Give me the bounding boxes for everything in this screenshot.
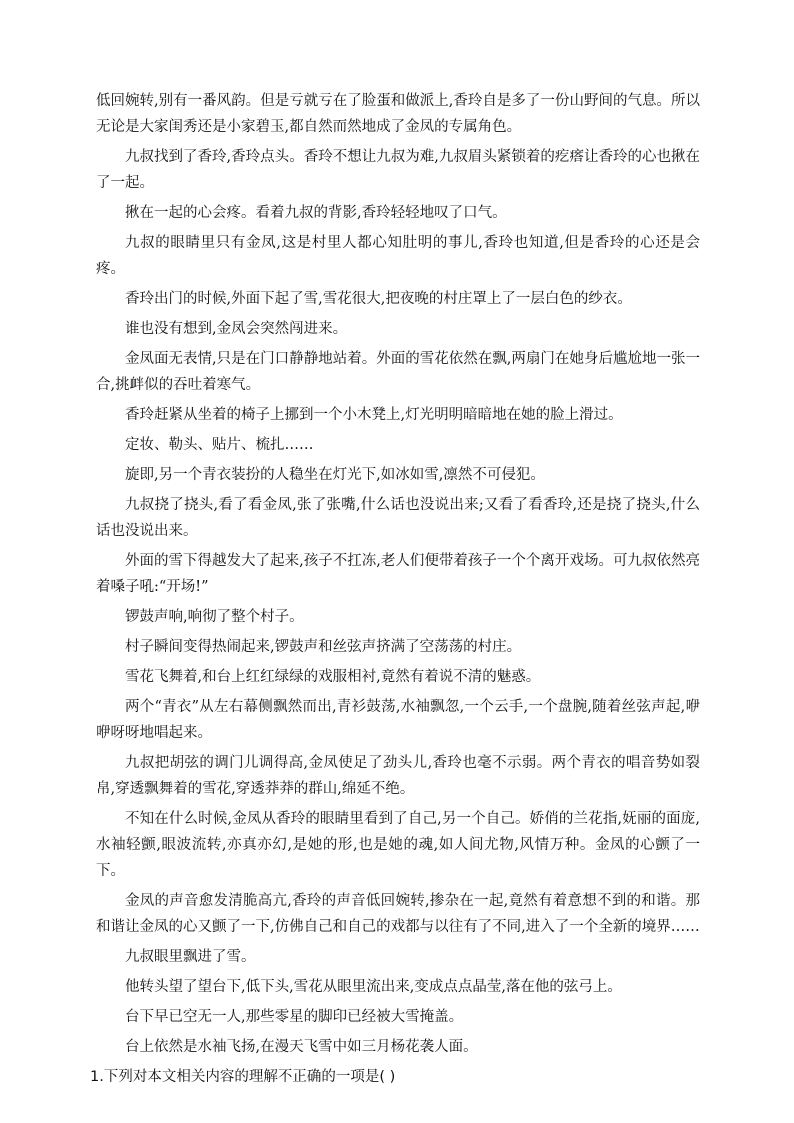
paragraph: 揪在一起的心会疼。看着九叔的背影,香玲轻轻地叹了口气。: [125, 205, 507, 221]
paragraph: 两个“青衣”从左右幕侧飘然而出,青衫鼓荡,水袖飘忽,一个云手,一个盘腕,随着丝弦声起,咿咿呀呀地唱起来。: [96, 699, 700, 741]
paragraph: 不知在什么时候,金凤从香玲的眼睛里看到了自己,另一个自己。娇俏的兰花指,妩丽的面庞,水袖轻颤,眼波流转,亦真亦幻,是她的形,也是她的魂,如人间尤物,风情万种。金凤的心颤了一下。: [96, 811, 700, 879]
paragraph: 锣鼓声响,响彻了整个村子。: [125, 609, 304, 625]
paragraph: 他转头望了望台下,低下头,雪花从眼里流出来,变成点点晶莹,落在他的弦弓上。: [125, 979, 622, 995]
paragraph: 旋即,另一个青衣装扮的人稳坐在灯光下,如冰如雪,凛然不可侵犯。: [125, 467, 545, 483]
paragraph: 谁也没有想到,金凤会突然闯进来。: [125, 321, 348, 337]
paragraph: 台上依然是水袖飞扬,在漫天飞雪中如三月杨花袭人面。: [125, 1039, 478, 1055]
paragraph: 村子瞬间变得热闹起来,锣鼓声和丝弦声挤满了空荡荡的村庄。: [125, 639, 522, 655]
paragraph: 雪花飞舞着,和台上红红绿绿的戏服相衬,竟然有着说不清的魅惑。: [125, 669, 541, 685]
paragraph: 金凤面无表情,只是在门口静静地站着。外面的雪花依然在飘,两扇门在她身后尴尬地一张一合,挑衅似的吞吐着寒气。: [96, 351, 700, 393]
paragraph: 九叔眼里飘进了雪。: [125, 949, 256, 965]
paragraph: 金凤的声音愈发清脆高亢,香玲的声音低回婉转,掺杂在一起,竟然有着意想不到的和谐。那和谐让金凤的心又颤了一下,仿佛自己和自己的戏都与以往有了不同,进入了一个全新的境界……: [96, 893, 700, 935]
paragraph: 九叔挠了挠头,看了看金凤,张了张嘴,什么话也没说出来;又看了看香玲,还是挠了挠头,什么话也没说出来。: [96, 497, 700, 539]
paragraph: 九叔找到了香玲,香玲点头。香玲不想让九叔为难,九叔眉头紧锁着的疙瘩让香玲的心也揪在了一起。: [96, 149, 700, 191]
paragraph: 香玲赶紧从坐着的椅子上挪到一个小木凳上,灯光明明暗暗地在她的脸上滑过。: [125, 407, 623, 423]
paragraph: 台下早已空无一人,那些零星的脚印已经被大雪掩盖。: [125, 1009, 464, 1025]
paragraph: 九叔把胡弦的调门儿调得高,金凤使足了劲头儿,香玲也毫不示弱。两个青衣的唱音势如裂帛,穿透飘舞着的雪花,穿透莽莽的群山,绵延不绝。: [96, 755, 700, 797]
paragraph: 外面的雪下得越发大了起来,孩子不扛冻,老人们便带着孩子一个个离开戏场。可九叔依然亮着嗓子吼:“开场!”: [96, 553, 700, 595]
question-1: 1.下列对本文相关内容的理解不正确的一项是( ): [90, 1069, 396, 1085]
story-text: [96, 88, 700, 1060]
document-page: [90, 88, 700, 1090]
paragraph: 九叔的眼睛里只有金凤,这是村里人都心知肚明的事儿,香玲也知道,但是香玲的心还是会疼。: [96, 235, 700, 277]
paragraph: 低回婉转,别有一番风韵。但是亏就亏在了脸蛋和做派上,香玲自是多了一份山野间的气息。所以无论是大家闺秀还是小家碧玉,都自然而然地成了金凤的专属角色。: [96, 93, 700, 135]
paragraph: 香玲出门的时候,外面下起了雪,雪花很大,把夜晚的村庄罩上了一层白色的纱衣。: [125, 291, 632, 307]
paragraph: 定妆、勒头、贴片、梳扎……: [125, 437, 314, 453]
